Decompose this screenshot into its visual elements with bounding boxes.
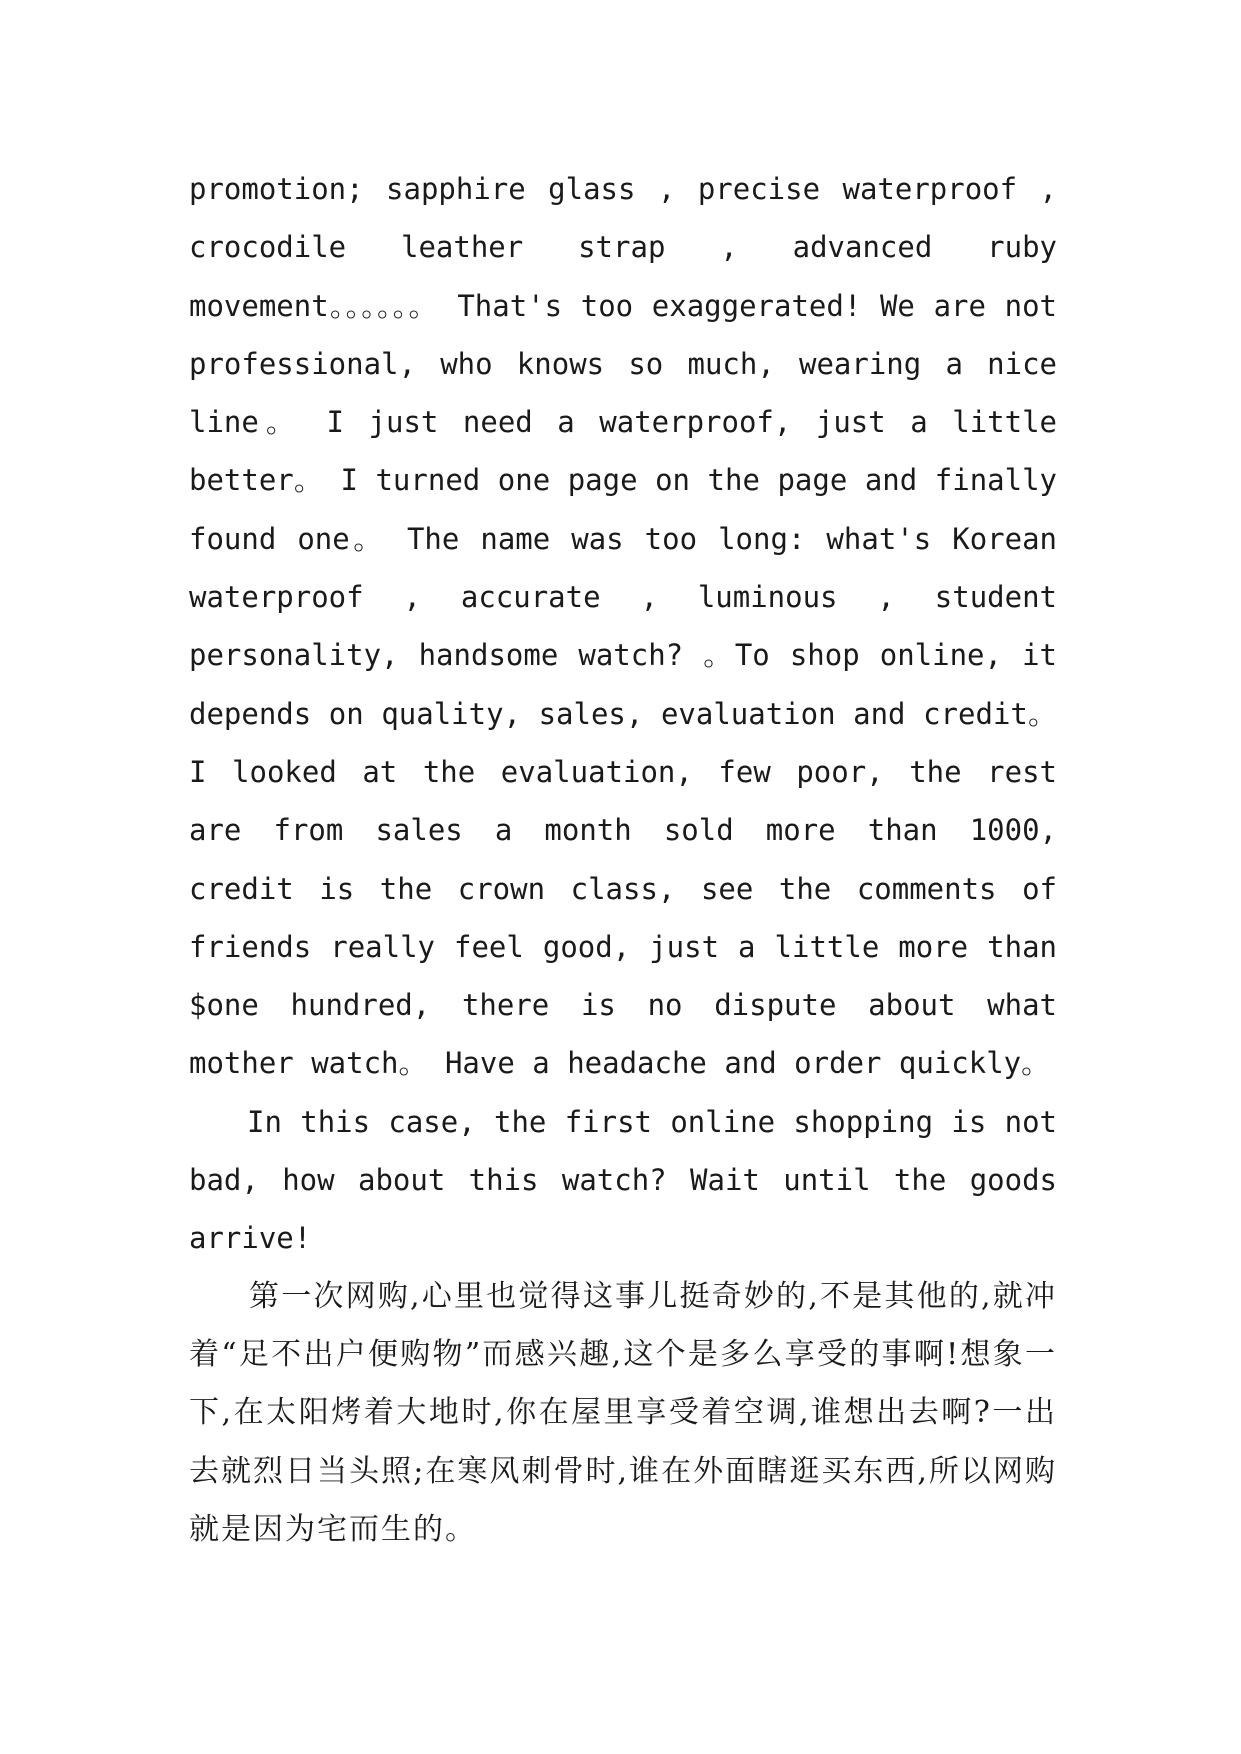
paragraph-watch-description: promotion; sapphire glass , precise waterproof , crocodile leather strap , advanced ruby movement。。。。。。 That's too exaggerated! We are not professional, who knows so much, wearing a nice line。 I just need a waterproof, just a little better。 I turned one page on the page and finally found one。 The name was too long: what's Korean waterproof , accurate , luminous , student personality, handsome watch? 。To shop online, it depends on quality, sales, evaluation and credit。 I looked at the evaluation, few poor, the rest are from sales a month sold more than 1000, credit is the crown class, see the comments of friends really feel good, just a little more than $one hundred, there is no dispute about what mother watch。 Have a headache and order quickly。 [189, 172, 1057, 1081]
paragraph-chinese-online-shopping: 第一次网购,心里也觉得这事儿挺奇妙的,不是其他的,就冲着“足不出户便购物”而感兴趣,这个是多么享受的事啊!想象一下,在太阳烤着大地时,你在屋里享受着空调,谁想出去啊?一出去就烈日当头照;在寒风刺骨时,谁在外面瞎逛买东西,所以网购就是因为宅而生的。 [189, 1278, 1057, 1547]
paragraph-first-online-shopping: In this case, the first online shopping is not bad, how about this watch? Wait until the goods arrive! [189, 1104, 1057, 1256]
document-body [189, 160, 1057, 1559]
